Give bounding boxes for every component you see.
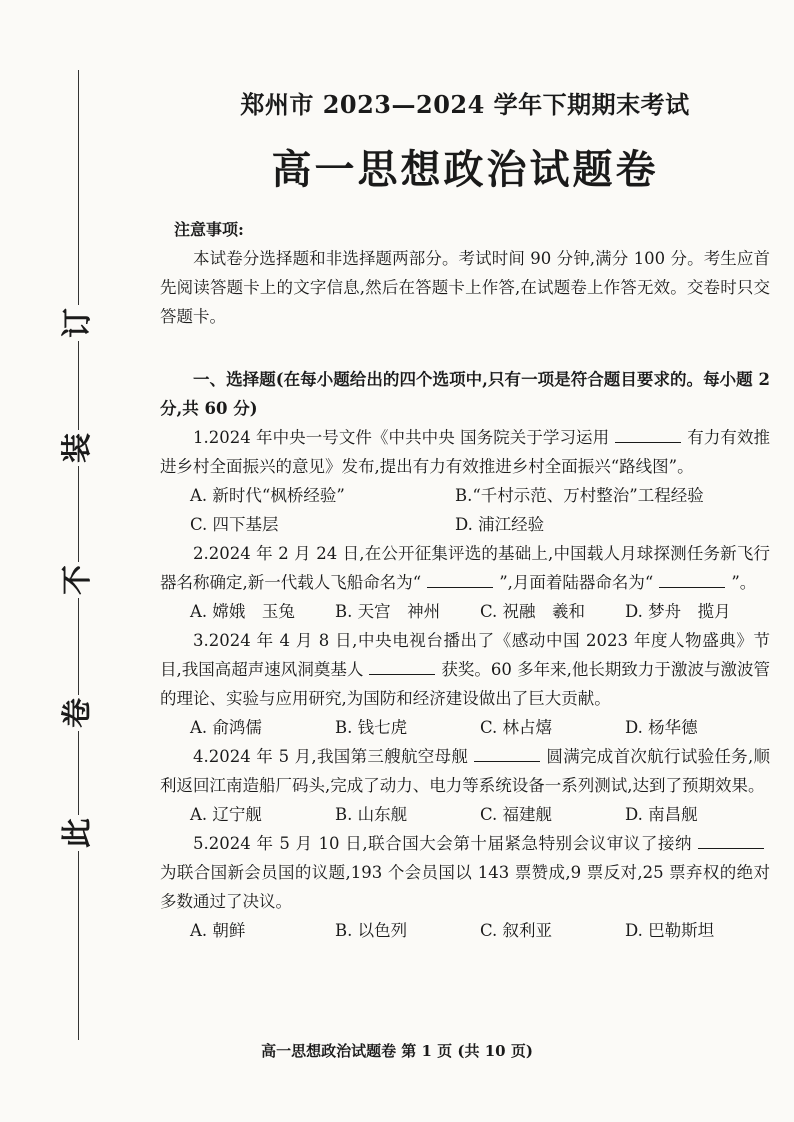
option: B. 天宫 神州 bbox=[335, 602, 441, 621]
question-stem bbox=[160, 423, 770, 481]
option: B. 以色列 bbox=[335, 921, 408, 940]
question-stem bbox=[160, 829, 770, 916]
notice-heading: 注意事项: bbox=[174, 220, 244, 239]
binding-char: 不 bbox=[60, 562, 96, 598]
option: D. 杨华德 bbox=[625, 718, 698, 737]
option: D. 浦江经验 bbox=[455, 515, 545, 534]
binding-margin bbox=[0, 0, 110, 1122]
binding-char: 此 bbox=[60, 815, 96, 851]
stem-text: ”。 bbox=[731, 573, 757, 592]
answer-blank bbox=[659, 570, 725, 588]
answer-blank bbox=[698, 831, 764, 849]
option: C. 叙利亚 bbox=[480, 921, 553, 940]
option-row bbox=[160, 800, 770, 829]
question-stem bbox=[160, 742, 770, 800]
binding-char: 卷 bbox=[60, 695, 96, 731]
question-stem bbox=[160, 539, 770, 597]
option-row bbox=[160, 597, 770, 626]
stem-text: 有力有效推进乡村全面振兴的意见》发布,提出有力有效推进乡村全面振兴“路线图”。 bbox=[160, 428, 771, 476]
option: A. 新时代“枫桥经验” bbox=[190, 486, 345, 505]
option: A. 朝鲜 bbox=[190, 921, 246, 940]
stem-text: 5.2024 年 5 月 10 日,联合国大会第十届紧急特别会议审议了接纳 bbox=[193, 834, 692, 853]
exam-title: 郑州市 2023—2024 学年下期期末考试 bbox=[240, 90, 690, 119]
option: A. 嫦娥 玉兔 bbox=[190, 602, 295, 621]
answer-blank bbox=[615, 425, 681, 443]
exam-page bbox=[160, 85, 770, 945]
binding-line bbox=[78, 70, 79, 1040]
answer-blank bbox=[427, 570, 493, 588]
option: B. 山东舰 bbox=[335, 805, 408, 824]
option: C. 四下基层 bbox=[190, 515, 279, 534]
stem-text: 2.2024 年 2 月 24 日,在公开征集评选的基础上,中国载人月球探测任务新飞行器名称确定,新一代载人飞船命名为“ bbox=[160, 544, 770, 592]
section-title: 一、选择题 bbox=[193, 370, 276, 389]
stem-text: 圆满完成首次航行试验任务,顺利返回江南造船厂码头,完成了动力、电力等系统设备一系列测试,达到了预期效果。 bbox=[160, 747, 770, 795]
stem-text: 1.2024 年中央一号文件《中共中央 国务院关于学习运用 bbox=[193, 428, 610, 447]
stem-text: 为联合国新会员国的议题,193 个会员国以 143 票赞成,9 票反对,25 票弃权的绝对多数通过了决议。 bbox=[160, 863, 770, 911]
option: B.“千村示范、万村整治”工程经验 bbox=[455, 486, 704, 505]
option: D. 巴勒斯坦 bbox=[625, 921, 715, 940]
section-heading bbox=[160, 365, 770, 423]
option: A. 俞鸿儒 bbox=[190, 718, 262, 737]
main-title: 高一思想政治试题卷 bbox=[271, 147, 659, 193]
section-description: (在每小题给出的四个选项中,只有一项是符合题目要求的。每小题 2 分,共 60 分) bbox=[160, 370, 771, 418]
notice-body: 本试卷分选择题和非选择题两部分。考试时间 90 分钟,满分 100 分。考生应首先阅读答题卡上的文字信息,然后在答题卡上作答,在试题卷上作答无效。交卷时只交答题卡。 bbox=[160, 249, 770, 326]
option: D. 南昌舰 bbox=[625, 805, 698, 824]
option: A. 辽宁舰 bbox=[190, 805, 262, 824]
answer-blank bbox=[369, 657, 435, 675]
binding-char: 订 bbox=[60, 305, 96, 341]
option: C. 林占熺 bbox=[480, 718, 553, 737]
question-stem bbox=[160, 626, 770, 713]
binding-char: 装 bbox=[60, 430, 96, 466]
stem-text: 4.2024 年 5 月,我国第三艘航空母舰 bbox=[193, 747, 469, 766]
option-row bbox=[160, 481, 770, 510]
answer-blank bbox=[474, 744, 540, 762]
stem-text: ”,月面着陆器命名为“ bbox=[499, 573, 654, 592]
stem-text: 3.2024 年 4 月 8 日,中央电视台播出了《感动中国 2023 年度人物盛典》节目,我国高超声速风洞奠基人 bbox=[160, 631, 770, 679]
option-row bbox=[160, 510, 770, 539]
option: B. 钱七虎 bbox=[335, 718, 408, 737]
page-footer: 高一思想政治试题卷 第 1 页 (共 10 页) bbox=[261, 1042, 533, 1060]
stem-text: 获奖。60 多年来,他长期致力于激波与激波管的理论、实验与应用研究,为国防和经济建设做出了巨大贡献。 bbox=[160, 660, 770, 708]
option-row bbox=[160, 713, 770, 742]
option: C. 福建舰 bbox=[480, 805, 553, 824]
option: C. 祝融 羲和 bbox=[480, 602, 586, 621]
option-row bbox=[160, 916, 770, 945]
option: D. 梦舟 揽月 bbox=[625, 602, 731, 621]
